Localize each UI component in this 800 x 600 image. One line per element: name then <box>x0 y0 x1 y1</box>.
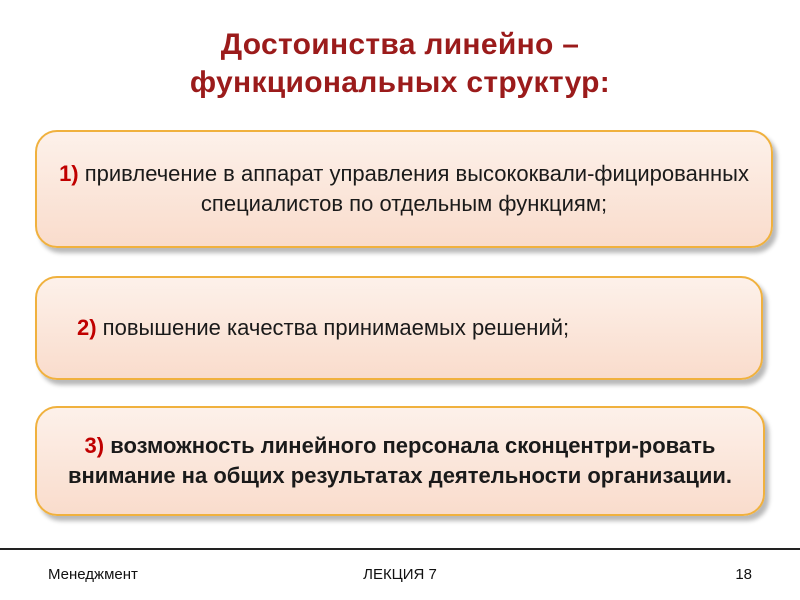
advantage-description-1: привлечение в аппарат управления высококвали-фицированных специалистов по отдельным функциям; <box>78 161 749 216</box>
advantage-description-2: повышение качества принимаемых решений; <box>96 315 570 340</box>
advantage-number-2: 2) <box>77 315 97 340</box>
slide-title <box>0 26 800 102</box>
footer-divider <box>0 548 800 550</box>
advantage-text-3 <box>60 431 740 491</box>
advantage-box-3 <box>35 406 765 516</box>
slide-title-line-2: функциональных структур: <box>189 66 611 99</box>
advantage-text-1 <box>54 159 754 219</box>
advantage-number-1: 1) <box>59 161 79 186</box>
footer-lecture-label: ЛЕКЦИЯ 7 <box>363 566 437 583</box>
advantage-text-2 <box>77 313 569 343</box>
advantage-number-3: 3) <box>84 433 105 458</box>
footer-course-name: Менеджмент <box>48 566 138 583</box>
footer-page-number: 18 <box>735 566 752 583</box>
advantage-description-3: возможность линейного персонала сконцентри-ровать внимание на общих результатах деятельности организации. <box>67 433 733 488</box>
advantage-box-2 <box>35 276 763 380</box>
advantage-box-1 <box>35 130 773 248</box>
slide-title-line-1: Достоинства линейно – <box>220 28 580 61</box>
